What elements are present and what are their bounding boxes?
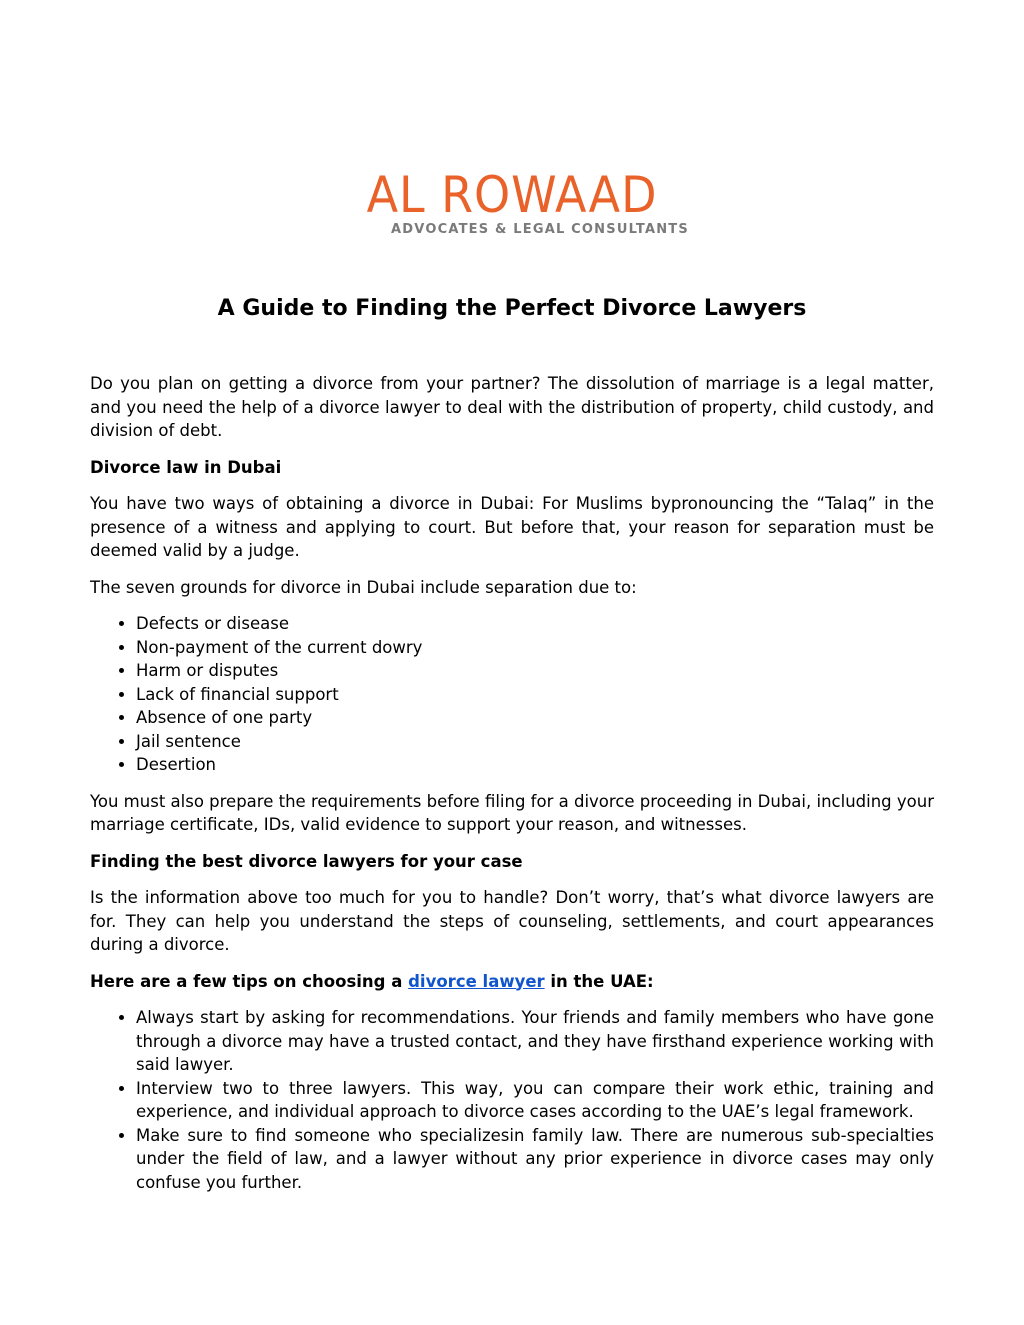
- tips-heading-suffix: in the UAE:: [544, 971, 654, 991]
- logo-tagline: ADVOCATES & LEGAL CONSULTANTS: [391, 222, 689, 237]
- list-item: • Jail sentence: [136, 730, 934, 754]
- page-title: A Guide to Finding the Perfect Divorce Lawyers: [217, 296, 807, 321]
- grounds-intro-paragraph: The seven grounds for divorce in Dubai include separation due to:: [90, 577, 637, 597]
- requirements-paragraph: You must also prepare the requirements before filing for a divorce proceeding in Dubai, including your marriage certificate, IDs, valid evidence to support your reason, and witnesses.: [90, 791, 934, 834]
- list-item: • Make sure to find someone who specializesin family law. There are numerous sub-specialties under the field of law, and a lawyer without any prior experience in divorce cases may only confuse you further.: [136, 1124, 934, 1195]
- section-heading-divorce-law: Divorce law in Dubai: [90, 457, 282, 477]
- list-item: • Lack of financial support: [136, 683, 934, 707]
- tips-heading-prefix: Here are a few tips on choosing a: [90, 971, 409, 991]
- divorce-law-paragraph: You have two ways of obtaining a divorce in Dubai: For Muslims bypronouncing the “Talaq” in the presence of a witness and applying to court. But before that, your reason for separation must be deemed valid by a judge.: [90, 494, 934, 560]
- list-item: • Always start by asking for recommendations. Your friends and family members who have gone through a divorce may have a trusted contact, and they have firsthand experience working with said lawyer.: [136, 1006, 934, 1077]
- company-logo: [0, 168, 1024, 237]
- logo-wordmark: AL ROWAAD: [366, 166, 658, 224]
- tips-heading: [90, 970, 934, 994]
- finding-lawyers-paragraph: Is the information above too much for you to handle? Don’t worry, that’s what divorce lawyers are for. They can help you understand the steps of counseling, settlements, and court appearances during a divorce.: [90, 888, 934, 954]
- section-heading-finding-lawyers: Finding the best divorce lawyers for your case: [90, 851, 523, 871]
- list-item: • Harm or disputes: [136, 659, 934, 683]
- list-item: • Interview two to three lawyers. This way, you can compare their work ethic, training and experience, and individual approach to divorce cases according to the UAE’s legal framework.: [136, 1077, 934, 1124]
- list-item: • Absence of one party: [136, 706, 934, 730]
- divorce-lawyer-link[interactable]: divorce lawyer: [408, 971, 545, 991]
- grounds-list: [90, 612, 934, 777]
- tips-list: [90, 1006, 934, 1194]
- list-item: • Non-payment of the current dowry: [136, 636, 934, 660]
- list-item: • Defects or disease: [136, 612, 934, 636]
- list-item: • Desertion: [136, 753, 934, 777]
- intro-paragraph: Do you plan on getting a divorce from your partner? The dissolution of marriage is a legal matter, and you need the help of a divorce lawyer to deal with the distribution of property, child custody, and division of debt.: [90, 374, 934, 440]
- document-body: [90, 372, 934, 1207]
